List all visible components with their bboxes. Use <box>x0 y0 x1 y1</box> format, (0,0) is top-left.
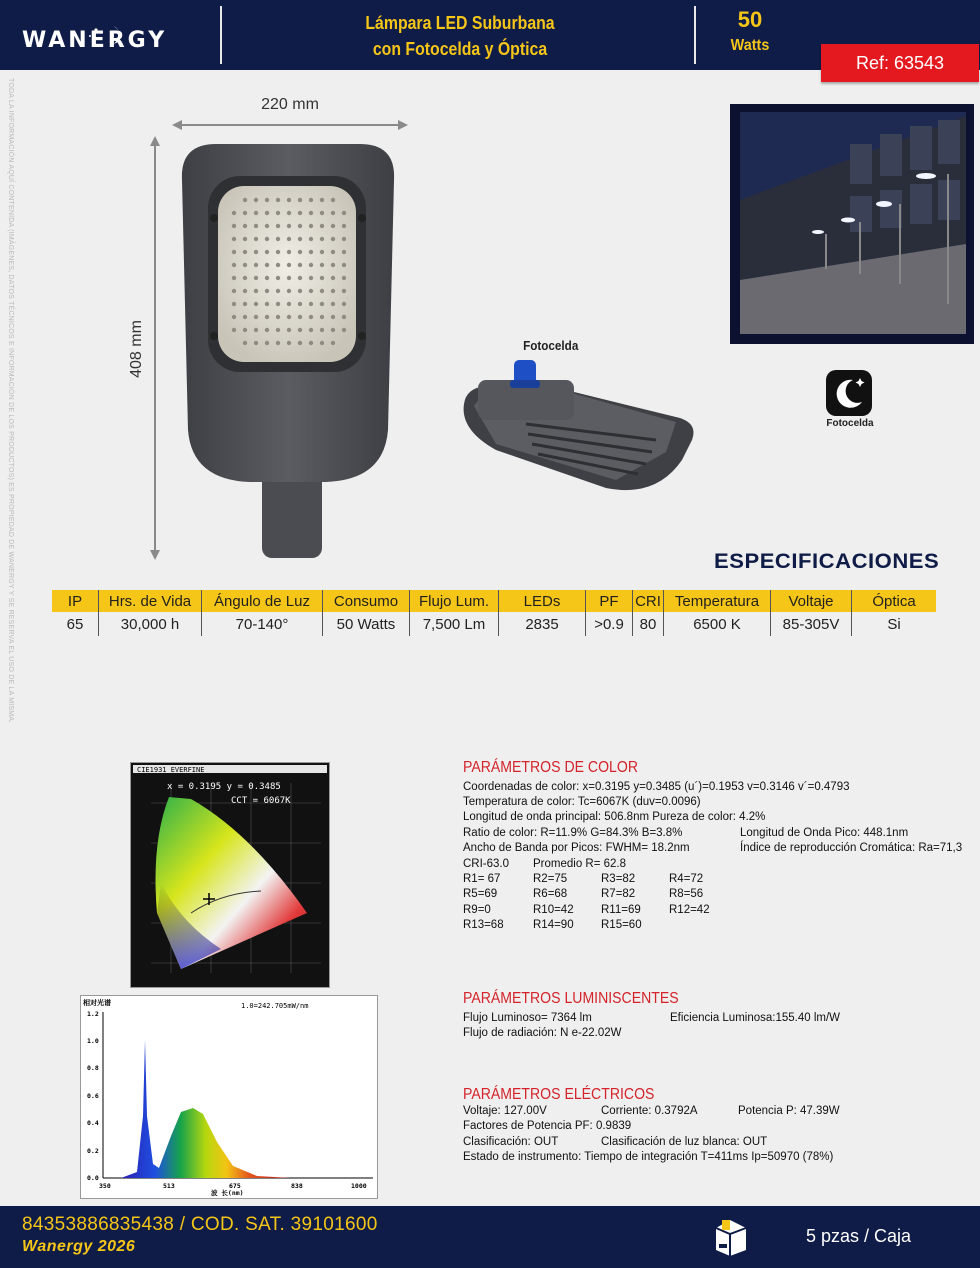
spec-header: PF <box>586 590 633 612</box>
led-dot <box>298 289 302 293</box>
led-dot <box>298 302 302 306</box>
led-dot <box>298 328 302 332</box>
led-dot <box>265 302 269 306</box>
led-dot <box>243 315 247 319</box>
led-dot <box>298 211 302 215</box>
led-dot <box>342 224 346 228</box>
lamp-front-image <box>176 140 400 560</box>
led-dot <box>254 250 258 254</box>
led-dot <box>287 198 291 202</box>
led-dot <box>331 328 335 332</box>
spec-header: Flujo Lum. <box>410 590 499 612</box>
led-dot <box>309 328 313 332</box>
led-dot <box>298 250 302 254</box>
photocell-icon-label: Fotocelda <box>826 418 874 429</box>
lamp-side-image <box>456 360 700 496</box>
led-dot <box>309 276 313 280</box>
led-dot <box>298 224 302 228</box>
spec-header: Voltaje <box>771 590 852 612</box>
led-dot <box>243 237 247 241</box>
led-dot <box>331 263 335 267</box>
led-dot <box>276 302 280 306</box>
street-installation-photo <box>730 104 974 344</box>
elec-params-title: PARÁMETROS ELÉCTRICOS <box>463 1086 655 1103</box>
spec-header: Hrs. de Vida <box>99 590 202 612</box>
elec-class: Clasificación: OUT <box>463 1136 559 1148</box>
spec-value: 6500 K <box>664 612 771 636</box>
led-dot <box>298 276 302 280</box>
led-dot <box>287 211 291 215</box>
r-value: R4=72 <box>669 873 704 885</box>
spec-value: 30,000 h <box>99 612 202 636</box>
led-dot <box>309 315 313 319</box>
led-dot <box>232 263 236 267</box>
led-dot <box>265 341 269 345</box>
r-value: R6=68 <box>533 888 568 900</box>
spd-y-tick: 0.6 <box>87 1092 99 1100</box>
spec-header: Óptica <box>852 590 937 612</box>
led-dot <box>331 315 335 319</box>
spec-value: >0.9 <box>586 612 633 636</box>
led-dot <box>320 302 324 306</box>
led-dot <box>320 276 324 280</box>
led-dot <box>254 198 258 202</box>
led-dot <box>232 276 236 280</box>
led-dot <box>331 289 335 293</box>
led-dot <box>232 250 236 254</box>
led-dot <box>232 237 236 241</box>
led-dot <box>232 302 236 306</box>
spd-y-tick: 1.2 <box>87 1010 99 1018</box>
led-dot <box>232 289 236 293</box>
led-dot <box>243 289 247 293</box>
led-dot <box>265 315 269 319</box>
led-dot <box>243 263 247 267</box>
led-dot <box>276 315 280 319</box>
led-dot <box>276 198 280 202</box>
led-dot <box>320 328 324 332</box>
led-dot <box>331 341 335 345</box>
r-value: R13=68 <box>463 919 504 931</box>
footer-pack: 5 pzas / Caja <box>806 1226 912 1246</box>
spd-x-tick: 675 <box>229 1182 241 1190</box>
led-dot <box>265 289 269 293</box>
led-dot <box>309 341 313 345</box>
watts-badge <box>700 6 800 58</box>
led-dot <box>287 276 291 280</box>
led-dot <box>232 315 236 319</box>
led-dot <box>276 263 280 267</box>
led-dot <box>309 198 313 202</box>
led-dot <box>232 211 236 215</box>
led-dot <box>254 302 258 306</box>
led-dot <box>309 211 313 215</box>
led-dot <box>265 211 269 215</box>
moon-icon <box>826 370 872 416</box>
r-value: R9=0 <box>463 904 491 916</box>
height-arrows <box>149 136 161 560</box>
side-disclaimer <box>2 78 16 798</box>
width-arrows <box>172 119 408 131</box>
led-dot <box>243 276 247 280</box>
led-dot <box>265 263 269 267</box>
title-line-1: Lámpara LED Suburbana <box>365 13 555 33</box>
led-dot <box>331 211 335 215</box>
led-dot <box>254 315 258 319</box>
spec-value: 80 <box>633 612 664 636</box>
led-dot <box>287 315 291 319</box>
spec-header: CRI <box>633 590 664 612</box>
r-value: R14=90 <box>533 919 574 931</box>
led-dot <box>276 289 280 293</box>
led-dot <box>309 263 313 267</box>
color-bandwidth: Ancho de Banda por Picos: FWHM= 18.2nm <box>463 842 690 854</box>
led-dot <box>320 211 324 215</box>
r-value: R12=42 <box>669 904 710 916</box>
led-dot <box>331 198 335 202</box>
led-dot <box>309 302 313 306</box>
led-dot <box>287 341 291 345</box>
spd-y-tick: 0.2 <box>87 1147 99 1155</box>
led-dot <box>265 198 269 202</box>
elec-instrument: Estado de instrumento: Tiempo de integración T=411ms Ip=50970 (78%) <box>463 1151 834 1163</box>
spec-header: Temperatura <box>664 590 771 612</box>
spec-header: LEDs <box>499 590 586 612</box>
r-value: R15=60 <box>601 919 642 931</box>
lum-efficiency: Eficiencia Luminosa:155.40 lm/W <box>670 1012 841 1024</box>
led-dot <box>265 250 269 254</box>
led-dot <box>342 302 346 306</box>
spec-value: 7,500 Lm <box>410 612 499 636</box>
photocell-label: Fotocelda <box>523 338 579 353</box>
led-dot <box>331 276 335 280</box>
led-dot <box>276 237 280 241</box>
spd-y-tick: 1.0 <box>87 1037 99 1045</box>
led-dot <box>342 289 346 293</box>
color-ratio: Ratio de color: R=11.9% G=84.3% B=3.8% <box>463 827 683 839</box>
led-dot <box>265 237 269 241</box>
led-dot <box>298 315 302 319</box>
led-dot <box>309 237 313 241</box>
elec-pf: Factores de Potencia PF: 0.9839 <box>463 1120 632 1132</box>
led-dot <box>276 341 280 345</box>
spd-x-tick: 1000 <box>351 1182 367 1190</box>
led-dot <box>320 250 324 254</box>
led-dot <box>309 224 313 228</box>
cie-cct-text: CCT = 6067K <box>231 796 291 806</box>
led-dot <box>243 224 247 228</box>
elec-white-class: Clasificación de luz blanca: OUT <box>601 1136 768 1148</box>
footer-code: 84353886835438 / COD. SAT. 39101600 <box>22 1214 378 1235</box>
cie-coords-text: x = 0.3195 y = 0.3485 <box>167 782 281 792</box>
led-dot <box>298 341 302 345</box>
spectral-power-chart <box>80 995 378 1199</box>
led-dot <box>254 237 258 241</box>
led-dot <box>243 302 247 306</box>
led-dot <box>254 224 258 228</box>
led-dot <box>320 315 324 319</box>
spec-value: 50 Watts <box>323 612 410 636</box>
led-dot <box>254 211 258 215</box>
spec-value: 65 <box>52 612 99 636</box>
side-disclaimer-text: TODA LA INFORMACIÓN AQUÍ CONTENIDA (IMÁGENES, DATOS TÉCNICOS E INFORMACIÓN DE LOS PRODUCTOS) ES PROPIEDAD DE WANERGY Y SE RESERVA EL USO DE LA MISMA. <box>7 78 14 724</box>
color-average: Promedio R= 62.8 <box>533 858 627 870</box>
header-divider <box>694 6 696 64</box>
spd-y-tick: 0.0 <box>87 1174 99 1182</box>
led-dot <box>320 263 324 267</box>
lum-radiation: Flujo de radiación: N e-22.02W <box>463 1027 622 1039</box>
elec-power: Potencia P: 47.39W <box>738 1105 840 1117</box>
led-dot <box>243 211 247 215</box>
width-label: 220 mm <box>261 96 319 113</box>
spd-top-label: 相对光谱 <box>83 999 111 1007</box>
led-dot <box>342 237 346 241</box>
led-dot <box>309 289 313 293</box>
color-temp: Temperatura de color: Tc=6067K (duv=0.0096) <box>463 796 701 808</box>
led-dot <box>232 224 236 228</box>
spd-x-tick: 350 <box>99 1182 111 1190</box>
led-dot <box>276 276 280 280</box>
color-wavelength: Longitud de onda principal: 506.8nm Pureza de color: 4.2% <box>463 811 766 823</box>
led-dot <box>276 328 280 332</box>
led-dot <box>342 276 346 280</box>
led-dot <box>265 276 269 280</box>
spec-header: IP <box>52 590 99 612</box>
led-dot <box>342 250 346 254</box>
spd-x-tick: 513 <box>163 1182 175 1190</box>
led-dot <box>320 341 324 345</box>
led-dot <box>342 211 346 215</box>
spec-header: Consumo <box>323 590 410 612</box>
r-value: R1= 67 <box>463 873 501 885</box>
led-dot <box>243 341 247 345</box>
specs-header-row <box>52 590 936 612</box>
elec-current: Corriente: 0.3792A <box>601 1105 698 1117</box>
spd-y-tick: 0.8 <box>87 1064 99 1072</box>
led-dot <box>331 302 335 306</box>
elec-voltage: Voltaje: 127.00V <box>463 1105 547 1117</box>
led-dot <box>276 250 280 254</box>
height-label: 408 mm <box>127 320 145 378</box>
r-value: R10=42 <box>533 904 574 916</box>
cie-header-text: CIE1931 EVERFINE <box>137 766 205 774</box>
led-dot <box>320 237 324 241</box>
led-dot <box>298 237 302 241</box>
led-dot <box>287 328 291 332</box>
led-dot <box>243 250 247 254</box>
r-value: R5=69 <box>463 888 498 900</box>
led-dot <box>254 263 258 267</box>
led-dot <box>342 315 346 319</box>
led-dot <box>342 263 346 267</box>
led-dot <box>254 289 258 293</box>
led-dot <box>320 224 324 228</box>
r-value: R7=82 <box>601 888 636 900</box>
spec-header: Ángulo de Luz <box>202 590 323 612</box>
spec-value: 85-305V <box>771 612 852 636</box>
specs-value-row <box>52 612 936 636</box>
r-value: R11=69 <box>601 904 641 916</box>
color-cri-index: Índice de reproducción Cromática: Ra=71,3 <box>740 842 963 854</box>
led-dot <box>320 198 324 202</box>
product-title <box>253 10 667 62</box>
led-dot <box>287 250 291 254</box>
led-dot <box>287 263 291 267</box>
title-line-2: con Fotocelda y Óptica <box>372 39 548 59</box>
led-dot <box>276 211 280 215</box>
spec-value: 70-140° <box>202 612 323 636</box>
led-dot <box>342 328 346 332</box>
lum-params-title: PARÁMETROS LUMINISCENTES <box>463 990 679 1007</box>
led-dot <box>331 250 335 254</box>
led-dot <box>320 289 324 293</box>
led-dot <box>331 237 335 241</box>
header-divider <box>220 6 222 64</box>
r-value: R3=82 <box>601 873 636 885</box>
led-dot <box>309 250 313 254</box>
led-dot <box>287 302 291 306</box>
led-dot <box>265 224 269 228</box>
watts-unit: Watts <box>730 37 770 54</box>
led-dot <box>298 198 302 202</box>
specs-title: ESPECIFICACIONES <box>714 550 940 573</box>
led-dot <box>254 328 258 332</box>
led-dot <box>265 328 269 332</box>
lum-flux: Flujo Luminoso= 7364 lm <box>463 1012 592 1024</box>
led-dot <box>287 224 291 228</box>
brand-name: WANERGY <box>22 28 168 53</box>
box-icon <box>708 1214 752 1258</box>
spec-value: 2835 <box>499 612 586 636</box>
cie-chromaticity-chart <box>130 762 330 988</box>
spd-y-tick: 0.4 <box>87 1119 99 1127</box>
spec-value: Si <box>887 615 901 633</box>
color-cri-label: CRI-63.0 <box>463 858 510 870</box>
led-dot <box>243 328 247 332</box>
color-coords: Coordenadas de color: x=0.3195 y=0.3485 (u´)=0.1953 v=0.3146 v´=0.4793 <box>463 781 850 793</box>
specs-table <box>52 590 936 636</box>
r-value: R8=56 <box>669 888 704 900</box>
watts-value: 50 <box>737 7 763 32</box>
led-dot <box>287 289 291 293</box>
led-dot <box>331 224 335 228</box>
spd-peak-label: 1.0=242.705mW/nm <box>241 1002 309 1010</box>
led-dot <box>287 237 291 241</box>
spd-x-tick: 838 <box>291 1182 303 1190</box>
spd-x-label: 波 长(nm) <box>211 1189 244 1197</box>
r-value: R2=75 <box>533 873 568 885</box>
led-dot <box>254 341 258 345</box>
led-dot <box>243 198 247 202</box>
color-params-title: PARÁMETROS DE COLOR <box>463 759 638 776</box>
reference-badge: Ref: 63543 <box>821 44 979 82</box>
led-dot <box>276 224 280 228</box>
footer-brand: Wanergy 2026 <box>22 1238 136 1255</box>
led-dot <box>298 263 302 267</box>
color-peak: Longitud de Onda Pico: 448.1nm <box>740 827 909 839</box>
led-dot <box>232 328 236 332</box>
led-dot <box>254 276 258 280</box>
